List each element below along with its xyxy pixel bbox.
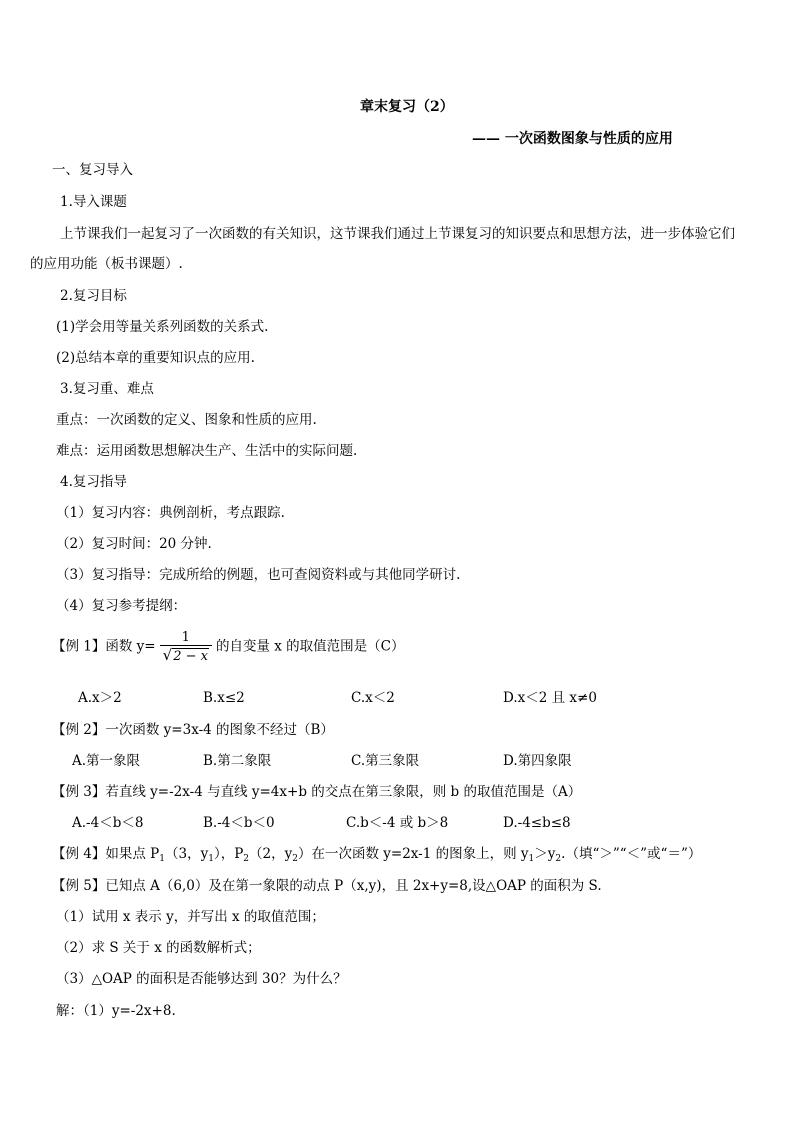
option-d: D.x＜2 且 x≠0 xyxy=(503,690,597,706)
page-subtitle: —— 一次函数图象与性质的应用 xyxy=(472,131,673,147)
guide-item: （2）复习时间：20 分钟. xyxy=(56,536,212,552)
subscript: 2 xyxy=(243,854,250,864)
option-d: D.-4≤b≤8 xyxy=(503,815,571,831)
subsection-heading: 4.复习指导 xyxy=(60,474,127,490)
subsection-heading: 2.复习目标 xyxy=(60,288,127,304)
ex4-part: ＞y xyxy=(534,846,556,862)
example-3-options xyxy=(0,815,794,835)
fraction-denominator xyxy=(160,645,212,665)
option-a: A.-4＜b＜8 xyxy=(72,815,144,831)
subscript: 1 xyxy=(528,854,535,864)
example-3: 【例 3】若直线 y=-2x-4 与直线 y=4x+b 的交点在第三象限，则 b 的取值范围是（A） xyxy=(52,784,582,800)
example-1-prefix: 【例 1】函数 y= xyxy=(52,638,156,655)
fraction xyxy=(160,630,212,665)
option-b: B.-4＜b＜0 xyxy=(203,815,275,831)
ex4-part: （2，y xyxy=(249,846,293,862)
example-5-question-1: （1）试用 x 表示 y，并写出 x 的取值范围； xyxy=(56,909,325,925)
option-a: A.第一象限 xyxy=(72,753,141,769)
difficult-point: 难点：运用函数思想解决生产、生活中的实际问题. xyxy=(56,443,358,459)
goal-item: (2)总结本章的重要知识点的应用. xyxy=(56,350,255,366)
example-5: 【例 5】已知点 A（6,0）及在第一象限的动点 P（x,y)，且 2x+y=8,设△OAP 的面积为 S. xyxy=(52,878,602,894)
option-b: B.第二象限 xyxy=(203,753,272,769)
subscript: 1 xyxy=(159,854,165,864)
example-1-suffix: 的自变量 x 的取值范围是（C） xyxy=(215,638,405,655)
option-c: C.b＜-4 或 b＞8 xyxy=(346,815,449,831)
example-2: 【例 2】一次函数 y=3x-4 的图象不经过（B） xyxy=(52,722,334,738)
example-5-question-3: （3）△OAP 的面积是否能够达到 30？为什么？ xyxy=(56,971,347,987)
radicand: 2 − x xyxy=(173,649,208,664)
intro-paragraph-line2: 的应用功能（板书课题）. xyxy=(30,256,183,272)
guide-item: （1）复习内容：典例剖析，考点跟踪. xyxy=(56,505,285,521)
option-c: C.x＜2 xyxy=(351,690,395,706)
sqrt-icon: √ xyxy=(162,646,173,664)
option-a: A.x＞2 xyxy=(78,690,122,706)
guide-item: （3）复习指导：完成所给的例题，也可查阅资料或与其他同学研讨. xyxy=(56,567,461,583)
guide-item: （4）复习参考提纲： xyxy=(56,598,187,614)
subscript: 2 xyxy=(555,854,562,864)
section-heading: 一、复习导入 xyxy=(52,162,133,178)
ex4-part: ），P xyxy=(213,846,244,862)
example-5-question-2: （2）求 S 关于 x 的函数解析式； xyxy=(56,940,261,956)
subsection-heading: 3.复习重、难点 xyxy=(60,381,154,397)
subscript: 2 xyxy=(292,854,298,864)
subsection-heading: 1.导入课题 xyxy=(60,194,127,210)
intro-paragraph-line1: 上节课我们一起复习了一次函数的有关知识，这节课我们通过上节课复习的知识要点和思想方法，进一步体验它们 xyxy=(60,226,735,242)
option-d: D.第四象限 xyxy=(503,753,572,769)
ex4-part: .（填“＞”“＜”或“＝”） xyxy=(561,846,702,862)
fraction-numerator: 1 xyxy=(181,630,190,645)
ex4-part: ）在一次函数 y=2x-1 的图象上，则 y xyxy=(297,846,529,862)
example-1-options xyxy=(0,690,794,710)
example-1 xyxy=(52,630,404,665)
goal-item: (1)学会用等量关系列函数的关系式. xyxy=(56,319,269,335)
example-4 xyxy=(52,846,701,864)
option-b: B.x≤2 xyxy=(203,690,245,706)
ex4-part: （3，y xyxy=(165,846,209,862)
subscript: 1 xyxy=(208,854,214,864)
example-5-answer: 解：（1）y=-2x+8. xyxy=(56,1003,176,1019)
ex4-part: 【例 4】如果点 P xyxy=(52,846,160,862)
key-point: 重点：一次函数的定义、图象和性质的应用. xyxy=(56,412,317,428)
page-title: 章末复习（2） xyxy=(360,99,454,115)
example-2-options xyxy=(0,753,794,773)
option-c: C.第三象限 xyxy=(351,753,420,769)
